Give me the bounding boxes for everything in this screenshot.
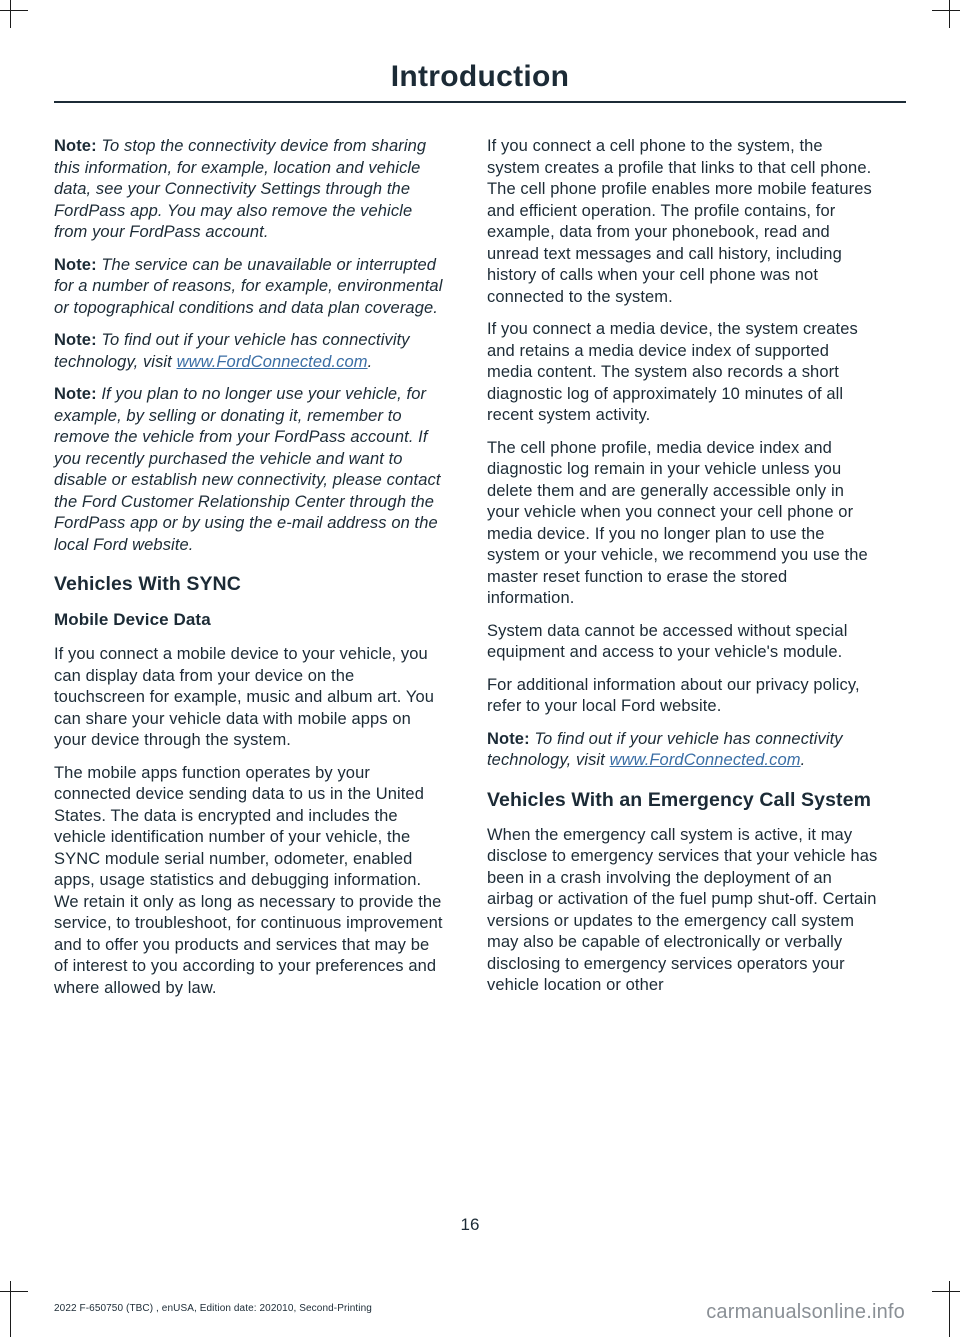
title-rule — [54, 101, 906, 103]
body-paragraph — [54, 763, 446, 1000]
text-segment: If you connect a mobile device to your vehicle, you can display data from your device on the touchscreen for example, music and album art. You can share your vehicle data with mobile apps on your device through the system. — [54, 645, 435, 749]
crop-mark-top-left-horizontal — [0, 10, 28, 11]
text-segment: . — [800, 751, 806, 769]
text-segment: To stop the connectivity device from sharing this information, for example, location and vehicle data, see your Connectivity Settings through the FordPass app. You may also remove the vehicle from your FordPass account. — [54, 137, 427, 241]
text-segment: If you connect a media device, the system creates and retains a media device index of supported media content. The system also records a short diagnostic log of approximately 10 minutes of all recent system activity. — [487, 320, 858, 424]
note-paragraph — [54, 136, 446, 244]
text-segment: The mobile apps function operates by your connected device sending data to us in the United States. The data is encrypted and includes the vehicle identification number of your vehicle, the SYNC module serial number, odometer, enabled apps, usage statistics and debugging information. We retain it only as long as necessary to provide the service, to troubleshoot, for continuous improvement and to offer you products and services that may be of interest to you according to your preferences and where allowed by law. — [54, 763, 443, 997]
text-segment: Note: — [54, 137, 102, 155]
text-segment: Note: — [54, 331, 102, 349]
text-segment: For additional information about our privacy policy, refer to your local Ford website. — [487, 675, 860, 715]
text-segment: If you plan to no longer use your vehicle, for example, by selling or donating it, remember to remove the vehicle from your FordPass account. If you recently purchased the vehicle and want to disable or establish new connectivity, please contact the Ford Customer Relationship Center through the FordPass app or by using the e-mail address on the local Ford website. — [54, 385, 441, 554]
text-segment: Vehicles With SYNC — [54, 573, 241, 595]
section-heading — [54, 572, 446, 596]
left-column — [54, 136, 446, 1010]
text-segment: To find out if your vehicle has connectivity technology, visit — [487, 729, 843, 769]
note-paragraph — [54, 330, 446, 373]
subsection-heading — [54, 609, 446, 631]
text-segment: To find out if your vehicle has connectivity technology, visit — [54, 331, 410, 371]
fordconnected-link[interactable]: www.FordConnected.com — [609, 751, 801, 769]
watermark: carmanualsonline.info — [706, 1301, 905, 1323]
crop-mark-bottom-right-vertical — [949, 1281, 950, 1337]
body-paragraph — [487, 675, 879, 718]
text-segment: Mobile Device Data — [54, 610, 211, 629]
crop-mark-top-right-vertical — [949, 0, 950, 28]
crop-mark-bottom-left-vertical — [10, 1281, 11, 1337]
text-segment: If you connect a cell phone to the system, the system creates a profile that links to that cell phone. The cell phone profile enables more mobile features and efficient operation. The profile contains, for example, data from your phonebook, read and unread text messages and call history, including history of calls when your cell phone was not connected to the system. — [487, 137, 872, 306]
text-segment: When the emergency call system is active, it may disclose to emergency services that your vehicle has been in a crash involving the deployment of an airbag or activation of the fuel pump shut-off. Certain versions or updates to the emergency call system may also be capable of electronically or verbally disclosing to emergency services operators your vehicle location or other — [487, 825, 878, 994]
page-title: Introduction — [390, 60, 570, 93]
text-segment: System data cannot be accessed without special equipment and access to your vehicle's module. — [487, 621, 848, 661]
text-columns — [54, 136, 906, 1010]
text-segment: Note: — [54, 385, 102, 403]
body-paragraph — [487, 825, 879, 997]
fordconnected-link[interactable]: www.FordConnected.com — [176, 352, 368, 371]
text-segment: The service can be unavailable or interrupted for a number of reasons, for example, environmental or topographical conditions and data plan coverage. — [54, 255, 443, 317]
note-paragraph — [54, 255, 446, 320]
crop-mark-bottom-left-horizontal — [0, 1291, 28, 1292]
body-paragraph — [487, 621, 879, 664]
footer-edition-line: 2022 F-650750 (TBC) , enUSA, Edition date: 202010, Second-Printing — [54, 1303, 372, 1314]
right-column — [487, 136, 879, 1010]
crop-mark-bottom-right-horizontal — [932, 1291, 960, 1292]
text-segment: Note: — [487, 729, 535, 748]
page-number: 16 — [460, 1215, 480, 1234]
text-segment: The cell phone profile, media device index and diagnostic log remain in your vehicle unless you delete them and are generally accessible only in your vehicle when you connect your cell phone or media device. If you no longer plan to use the system or your vehicle, we recommend you use the master reset function to erase the stored information. — [487, 438, 868, 607]
body-paragraph — [54, 644, 446, 752]
text-segment: Note: — [54, 255, 102, 274]
crop-mark-top-left-vertical — [10, 0, 11, 28]
crop-mark-top-right-horizontal — [932, 10, 960, 11]
body-paragraph — [487, 438, 879, 610]
section-heading — [487, 788, 879, 812]
note-paragraph — [54, 384, 446, 556]
note-paragraph — [487, 729, 879, 772]
body-paragraph — [487, 319, 879, 427]
body-paragraph — [487, 136, 879, 308]
text-segment: Vehicles With an Emergency Call System — [487, 788, 872, 811]
text-segment: . — [367, 352, 373, 371]
